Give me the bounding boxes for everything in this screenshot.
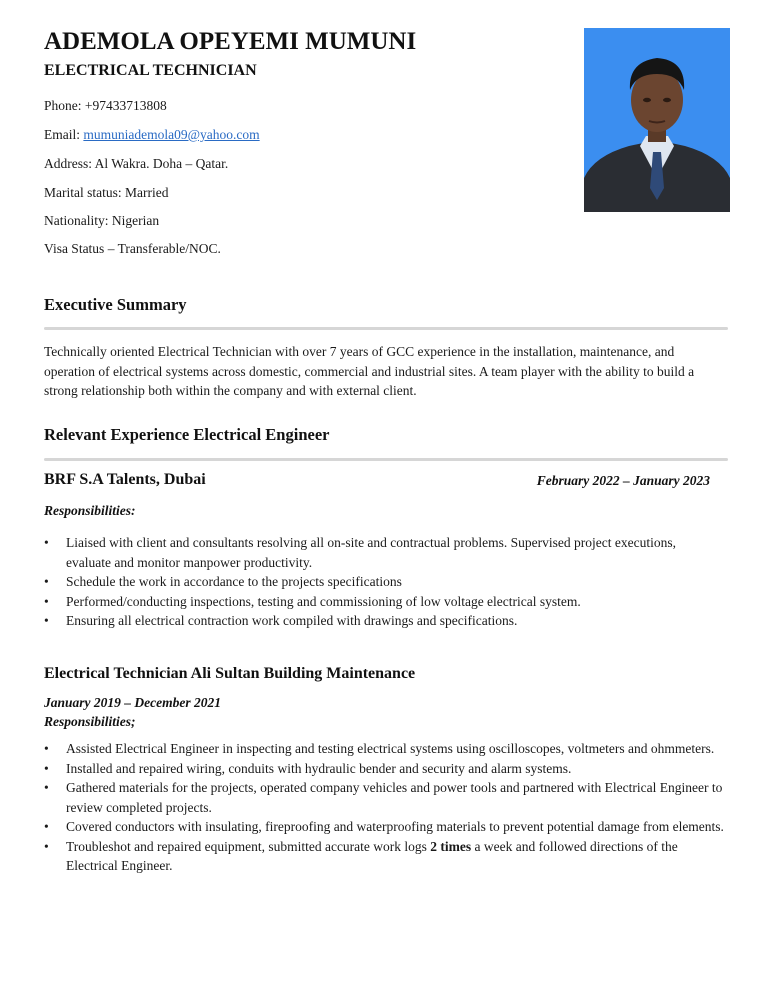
email-label: Email: xyxy=(44,127,84,142)
candidate-title: ELECTRICAL TECHNICIAN xyxy=(44,62,257,79)
responsibilities-label: Responsibilities; xyxy=(44,714,136,729)
visa-status-line: Visa Status – Transferable/NOC. xyxy=(44,241,221,256)
responsibilities-label: Responsibilities: xyxy=(44,503,136,518)
job-dates: February 2022 – January 2023 xyxy=(536,473,710,488)
job-company: BRF S.A Talents, Dubai xyxy=(44,471,206,488)
list-item: • Schedule the work in accordance to the projects specifications xyxy=(44,572,724,592)
job-responsibilities-list xyxy=(44,533,724,631)
bullet-text: Troubleshot and repaired equipment, submitted accurate work logs xyxy=(66,838,431,854)
email-link[interactable]: mumuniademola09@yahoo.com xyxy=(83,127,260,142)
list-item: • Ensuring all electrical contraction work compiled with drawings and specifications. xyxy=(44,611,724,631)
phone-value: +97433713808 xyxy=(84,98,167,113)
person-portrait-icon xyxy=(584,28,730,212)
summary-text: Technically oriented Electrical Technician with over 7 years of GCC experience in the installation, maintenance, and operation of electrical systems across domestic, commercial and industrial sites. A team player with the ability to build a strong relationship both within the company and with external client. xyxy=(44,344,695,398)
nationality-line: Nationality: Nigerian xyxy=(44,213,160,228)
summary-heading: Executive Summary xyxy=(44,295,187,314)
phone-line xyxy=(44,98,167,114)
profile-photo xyxy=(584,28,730,212)
list-item: • Installed and repaired wiring, conduits with hydraulic bender and security and alarm systems. xyxy=(44,759,724,779)
bullet-text: a week and followed directions of the Electrical Engineer. xyxy=(66,838,678,873)
candidate-name: ADEMOLA OPEYEMI MUMUNI xyxy=(44,28,417,55)
list-item: • Performed/conducting inspections, testing and commissioning of low voltage electrical system. xyxy=(44,592,724,612)
job-dates: January 2019 – December 2021 xyxy=(44,695,221,710)
list-item: • Covered conductors with insulating, fireproofing and waterproofing materials to prevent potential damage from elements. xyxy=(44,817,724,837)
list-item: • Liaised with client and consultants resolving all on-site and contractual problems. Supervised project executions, evaluate and monitor manpower productivity. xyxy=(44,533,724,572)
bullet-emphasis: 2 times xyxy=(430,838,472,854)
list-item: • Gathered materials for the projects, operated company vehicles and power tools and partnered with Electrical Engineer to review completed projects. xyxy=(44,778,724,817)
marital-status-line: Marital status: Married xyxy=(44,185,169,200)
address-line: Address: Al Wakra. Doha – Qatar. xyxy=(44,156,229,171)
email-line xyxy=(44,127,260,143)
experience-heading: Relevant Experience Electrical Engineer xyxy=(44,425,330,444)
phone-label: Phone: xyxy=(44,98,85,113)
section-divider xyxy=(44,458,728,461)
list-item: • Assisted Electrical Engineer in inspecting and testing electrical systems using oscilloscopes, voltmeters and ohmmeters. xyxy=(44,739,724,759)
job-title-company: Electrical Technician Ali Sultan Building Maintenance xyxy=(44,665,416,682)
job-responsibilities-list xyxy=(44,739,724,876)
section-divider xyxy=(44,327,728,330)
list-item xyxy=(44,837,724,876)
